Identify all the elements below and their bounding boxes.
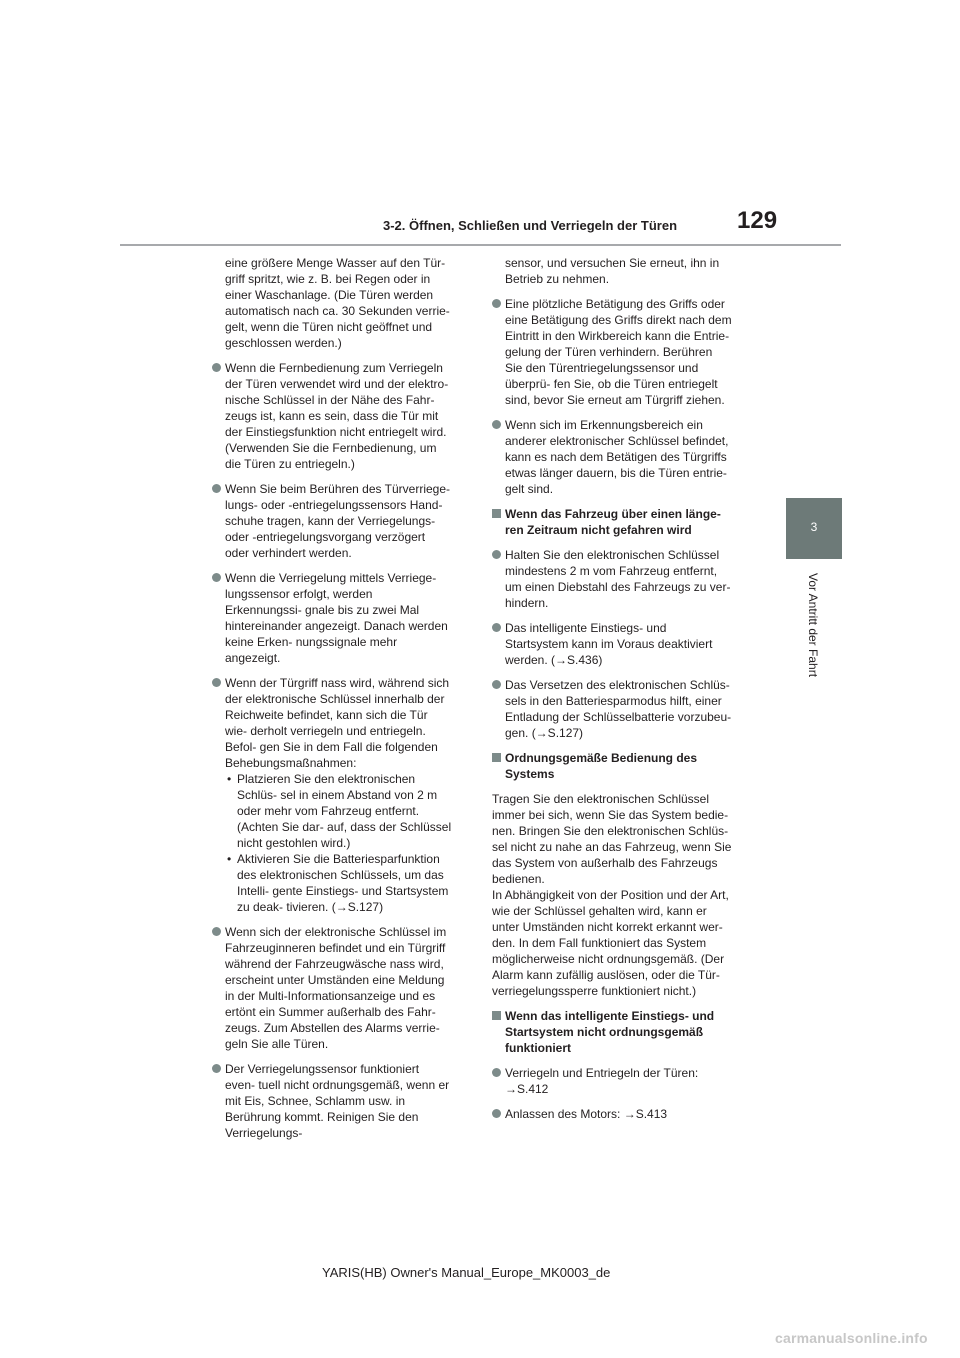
list-item-text: Wenn die Verriegelung mittels Verriege- lungssensor erfolgt, werden Erkennungssi- gnale bis zu zwei Mal hintereinander angezeigt. Danach werden keine Erken- nungssignale mehr angezeigt. [225,571,448,665]
bullet-dot-icon [492,420,501,429]
bullet-dot-icon [492,680,501,689]
chapter-number: 3 [810,520,818,534]
list-item [492,296,732,408]
square-bullet-icon [492,753,501,762]
list-item-text: Eine plötzliche Betätigung des Griffs oder eine Betätigung des Griffs direkt nach dem Eintritt in den Wirkbereich kann die Entrie- gelung der Türen verhindern. Berühren Sie den Türentriegelungssensor und überprü- fen Sie, ob die Türen entriegelt sind, bevor Sie erneut am Türgriff ziehen. [505,297,732,407]
header-divider [120,244,841,246]
sub-list [225,771,452,915]
list-item [492,1065,732,1097]
manual-footer: YARIS(HB) Owner's Manual_Europe_MK0003_de [322,1265,611,1280]
section-heading [492,750,732,782]
left-column [212,255,452,1150]
list-item [492,417,732,497]
list-item [212,481,452,561]
list-item-text: Wenn der Türgriff nass wird, während sich der elektronische Schlüssel innerhalb der Reichweite befindet, kann sich die Tür wie- derholt verriegeln und entriegeln. Befol- gen Sie in dem Fall die folgenden Behebungsmaßnahmen: [225,676,450,770]
bullet-dot-icon [492,1109,501,1118]
chapter-tab[interactable] [786,498,842,559]
bullet-dot-icon [212,678,221,687]
section-heading [492,506,732,538]
sub-list-item: • Aktivieren Sie die Batteriesparfunktion des elektronischen Schlüssels, um das Intelli- gente Einstiegs- und Startsystem zu deak- tivieren. (→S.127) [225,851,452,915]
list-item [212,360,452,472]
list-item-text: Verriegeln und Entriegeln der Türen: →S.412 [505,1066,699,1096]
list-item-text: Wenn sich im Erkennungsbereich ein anderer elektronischer Schlüssel befindet, kann es nach dem Betätigen des Türgriffs etwas länger dauern, bis die Türen entrie- gelt sind. [505,418,729,496]
bullet-dot-icon [492,1068,501,1077]
page-number: 129 [737,207,778,234]
list-item-text: Das Versetzen des elektronischen Schlüs- sels in den Batteriesparmodus hilft, einer Entladung der Schlüsselbatterie vorzubeu- gen. (→S.127) [505,678,732,740]
continued-paragraph: eine größere Menge Wasser auf den Tür- griff spritzt, wie z. B. bei Regen oder in einer Waschanlage. (Die Türen werden automatisch nach ca. 30 Sekunden verrie- gelt, wenn die Türen nicht geöffnet und geschlossen werden.) [225,256,450,350]
body-paragraph: Tragen Sie den elektronischen Schlüssel immer bei sich, wenn Sie das System bedie- nen. Bringen Sie den elektronischen Schlüs- sel nicht zu nahe an das Fahrzeug, wenn Sie das System von außerhalb des Fahrzeugs bedienen. [492,792,732,886]
bullet-dot-icon [492,299,501,308]
right-column [492,255,732,1131]
square-bullet-icon [492,509,501,518]
square-bullet-icon [492,1011,501,1020]
section-heading-text: Ordnungsgemäße Bedienung des Systems [505,751,698,781]
list-item-text: Wenn die Fernbedienung zum Verriegeln der Türen verwendet wird und der elektro- nische Schlüssel in der Nähe des Fahr- zeugs ist, kann es sein, dass die Tür mit der Einstiegsfunktion nicht entriegelt wird. (Verwenden Sie die Fernbedienung, um die Türen zu entriegeln.) [225,361,449,471]
section-title: 3-2. Öffnen, Schließen und Verriegeln der Türen [383,218,678,233]
bullet-dot-icon [212,1064,221,1073]
list-item [212,924,452,1052]
body-paragraph: In Abhängigkeit von der Position und der Art, wie der Schlüssel gehalten wird, kann er unter Umständen nicht korrekt erkannt wer- den. In dem Fall funktioniert das System möglicherweise nicht ordnungsgemäß. (Der Alarm kann zufällig auslösen, oder die Tür- verriegelungssperre funktioniert nicht.) [492,888,729,998]
bullet-dot-icon [212,927,221,936]
list-item [212,570,452,666]
watermark-link[interactable]: carmanualsonline.info [775,1330,928,1346]
continued-paragraph: sensor, und versuchen Sie erneut, ihn in Betrieb zu nehmen. [505,256,720,286]
section-heading-text: Wenn das Fahrzeug über einen länge- ren Zeitraum nicht gefahren wird [505,507,721,537]
bullet-dot-icon [212,363,221,372]
list-item-text: Das intelligente Einstiegs- und Startsystem kann im Voraus deaktiviert werden. (→S.436) [505,621,713,667]
list-item [492,547,732,611]
section-heading-text: Wenn das intelligente Einstiegs- und Startsystem nicht ordnungsgemäß funktioniert [505,1009,715,1055]
bullet-dot-icon [492,550,501,559]
list-item [212,1061,452,1141]
list-item-text: Wenn Sie beim Berühren des Türverriege- lungs- oder -entriegelungssensors Hand- schuhe tragen, kann der Verriegelungs- oder -entriegelungsvorgang verzögert oder verhindert werden. [225,482,450,560]
list-item-text: Anlassen des Motors: →S.413 [505,1107,668,1121]
bullet-dot-icon [492,623,501,632]
list-item [492,677,732,741]
bullet-dot-icon [212,573,221,582]
sub-list-item: • Platzieren Sie den elektronischen Schlüs- sel in einem Abstand von 2 m oder mehr vom Fahrzeug entfernt. (Achten Sie dar- auf, dass der Schlüssel nicht gestohlen wird.) [225,771,452,851]
list-item-text: Der Verriegelungssensor funktioniert even- tuell nicht ordnungsgemäß, wenn er mit Eis, Schnee, Schlamm usw. in Berührung kommt. Reinigen Sie den Verriegelungs- [225,1062,450,1140]
list-item-text: Halten Sie den elektronischen Schlüssel mindestens 2 m vom Fahrzeug entfernt, um einen Diebstahl des Fahrzeugs zu ver- hindern. [505,548,731,610]
bullet-dot-icon [212,484,221,493]
section-heading [492,1008,732,1056]
list-item-text: Wenn sich der elektronische Schlüssel im Fahrzeuginneren befindet und ein Türgriff während der Fahrzeugwäsche nass wird, erscheint unter Umständen eine Meldung in der Multi-Informationsanzeige und es ertönt ein Summer außerhalb des Fahr- zeugs. Zum Abstellen des Alarms verrie- geln Sie alle Türen. [225,925,447,1051]
list-item [212,675,452,915]
list-item [492,620,732,668]
chapter-label: Vor Antritt der Fahrt [806,572,820,678]
list-item [492,1106,732,1122]
